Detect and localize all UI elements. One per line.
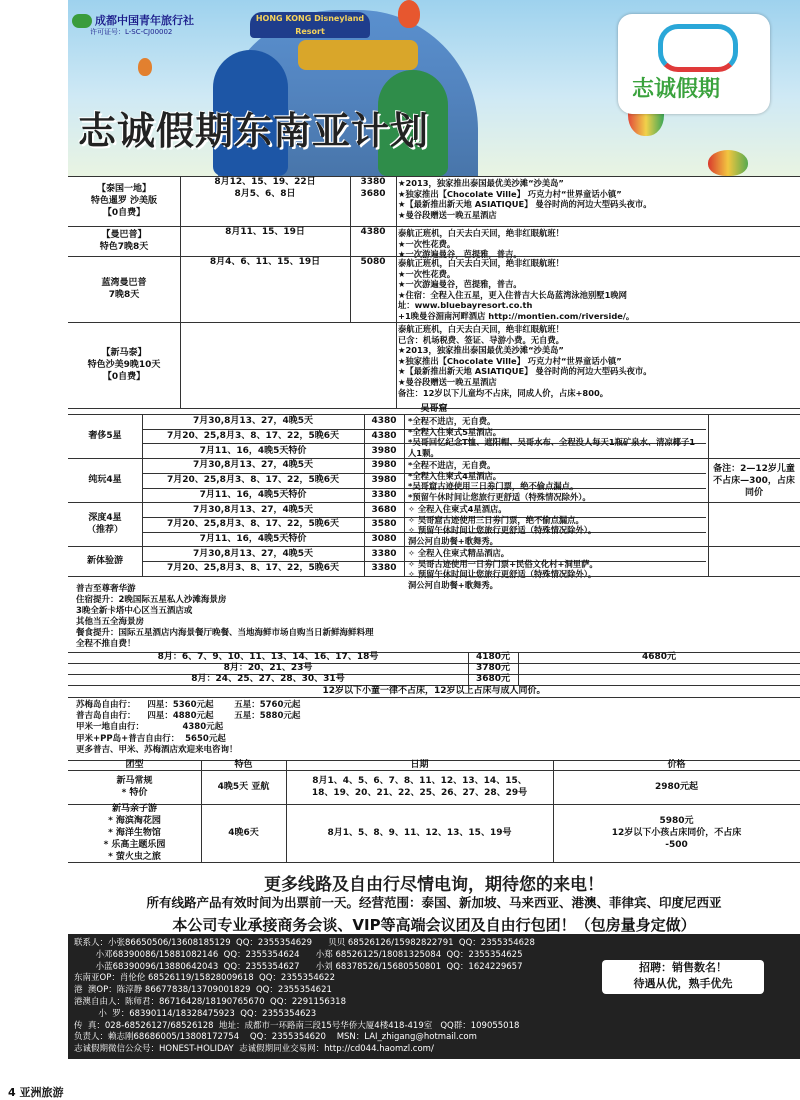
price: 3980: [371, 475, 397, 486]
hot-air-balloon-icon: [708, 150, 748, 176]
disneyland-sign: HONG KONG Disneyland Resort: [250, 12, 370, 38]
price: 3680: [371, 504, 397, 515]
travel-dates: 7月11、16，4晚5天特价: [199, 445, 307, 456]
price: 3380: [360, 177, 386, 187]
free-travel-note: 甲米+PP岛+普吉自由行： 5650元起: [76, 733, 226, 744]
contact-line: 负责人：赖志刚68686005/13808172754 QQ：2355354620 MSN：LAI_zhigang@hotmail.com: [74, 1032, 477, 1043]
divider: [553, 760, 554, 862]
hot-air-balloon-icon: [138, 58, 152, 76]
group-price: 2980元起: [654, 782, 699, 793]
price: 3380: [371, 548, 397, 559]
feature-note: *全程入住柬式5星酒店。: [408, 426, 502, 437]
feature-note: *全程不进店，无自费。: [408, 416, 496, 426]
divider: [468, 652, 469, 685]
table-header: 特色: [234, 760, 253, 771]
logo-text: 志诚假期: [632, 77, 721, 102]
divider: [142, 414, 143, 576]
price: 3980: [371, 445, 397, 456]
contact-line: 东南亚OP：肖伦伦 68526119/15828009618 QQ：2355354622: [74, 973, 335, 984]
group-dates: 8月1、5、8、9、11、12、13、15、19号: [327, 828, 512, 839]
price: 3380: [371, 489, 397, 500]
divider: [350, 176, 351, 322]
business-scope: 所有线路产品有效时间为出票前一天。经营范围：泰国、新加坡、马来西亚、港澳、菲律宾、印度尼西亚: [146, 895, 722, 911]
divider: [68, 322, 800, 323]
page-title: 志诚假期东南亚计划: [78, 109, 430, 153]
feature-note: *全程入住柬式4星酒店。: [408, 470, 502, 481]
group-type: 新马亲子游 * 海滨淘花园 * 海洋生物馆 * 乐高主题乐园 * 萤火虫之旅: [103, 804, 166, 863]
contact-panel: [68, 934, 800, 1059]
feature-note: 泰航正班机，白天去白天回，绝非红眼航班！: [398, 324, 564, 334]
feature-note: 泰航正班机，白天去白天回，绝非红眼航班！: [398, 258, 564, 268]
package-name: 蓝湾曼巴普 7晚8天: [101, 278, 147, 300]
travel-dates: 7月30,8月13、27，4晚5天: [192, 416, 314, 427]
feature-note: ✧ 预留午休时间让您旅行更舒适（特殊情况除外）。: [408, 569, 597, 580]
contact-line: 联系人：小张86650506/13608185129 QQ：2355354629 贝贝 68526126/15982822791 QQ：2355354628: [74, 938, 535, 948]
contact-line: 港澳自由人：陈师君：86716428/18190765670 QQ：2291156318: [74, 997, 346, 1007]
divider: [180, 176, 181, 408]
feature-note: ★【最新推出新天地 ASIATIQUE】 曼谷时尚的河边大型码头夜市。: [398, 199, 652, 210]
divider: [364, 414, 365, 576]
travel-dates: 8月11、15、19日: [225, 227, 305, 237]
feature-note: +1晚曼谷湄南河畔酒店 http://montien.com/riverside/。: [398, 311, 635, 321]
license-number: 许可证号：L-SC-CJ00002: [90, 28, 173, 36]
feature-note: 泰航正班机，白天去白天回，绝非红眼航班！: [398, 228, 564, 238]
table-header: 日期: [410, 760, 429, 771]
contact-line: 港 澳OP：陈淳静 86677838/13709001829 QQ：2355354621: [74, 985, 332, 996]
feature-note: 已含：机场税费、签证、导游小费。无自费。: [398, 334, 564, 345]
feature-note: ★一次性花费。: [398, 268, 456, 279]
feature-note: ✧ 预留午休时间让您旅行更舒适（特殊情况除外）。: [408, 525, 597, 536]
travel-dates: 7月30,8月13、27，4晚5天: [192, 504, 314, 515]
feature-note: *吴哥回忆纪念T恤、遮阳帽、吴哥水布、全程没人每天1瓶矿泉水、清凉椰子1人1颗。: [408, 437, 696, 458]
travel-dates: 7月11、16，4晚5天特价: [199, 489, 307, 500]
price: 3680: [360, 189, 386, 199]
contact-line: 传 真：028-68526127/68526128 地址：成都市一环路南三段15号华侨大厦4楼418-419室 QQ群：109055018: [74, 1020, 520, 1031]
feature-note: ★【最新推出新天地 ASIATIQUE】 曼谷时尚的河边大型码头夜市。: [398, 366, 652, 377]
price: 4380: [371, 416, 397, 427]
group-feature: 4晚5天 亚航: [217, 782, 270, 793]
price: 4380: [360, 227, 386, 237]
itinerary-sheet: [68, 176, 800, 1059]
promo-headline: 更多线路及自由行尽情电询，期待您的来电！: [264, 875, 604, 896]
divider: [68, 697, 800, 698]
free-travel-note: 更多普吉、甲米、苏梅酒店欢迎来电咨询！: [76, 744, 238, 755]
travel-dates: 8月4、6、11、15、19日: [209, 257, 321, 267]
luxury-note: 全程不推自费！: [76, 638, 136, 649]
feature-note: ✧ 吴哥窟古迹使用三日劵门票，绝不偷点漏点。: [408, 514, 584, 525]
recruit-subtitle: 待遇从优，熟手优先: [633, 977, 733, 990]
feature-note: 址：www.bluebayresort.co.th: [398, 300, 533, 311]
contact-line: 小邓68390086/15881082146 QQ：2355354624 小郑 68526125/18081325084 QQ：2355354625: [74, 949, 523, 960]
tour-grade: 纯玩4星: [88, 475, 122, 486]
divider: [708, 414, 709, 576]
divider: [68, 862, 800, 863]
feature-note: ★住宿：全程入住五星，更入住普吉大长岛蓝湾泳池别墅1晚网: [398, 289, 627, 300]
recruit-badge: [602, 960, 764, 994]
feature-note: ★独家推出【Chocolate Ville】 巧克力村“世界童话小镇”: [398, 188, 622, 199]
luxury-note: 餐食提升：国际五星酒店内海景餐厅晚餐、当地海鲜市场自购当日新鲜海鲜料理: [76, 627, 374, 638]
divider: [68, 226, 800, 227]
luxury-note: 普吉至尊奢华游: [76, 583, 136, 594]
agency-logo-icon: [72, 14, 92, 28]
feature-note: *预留午休时间让您旅行更舒适（特殊情况除外）。: [408, 491, 591, 502]
travel-dates: 7月20、25,8月3、8、17、22，5晚6天: [166, 475, 340, 486]
divider: [68, 576, 800, 577]
price: 3680元: [475, 674, 511, 685]
group-dates: 8月1、4、5、6、7、8、11、12、13、14、15、 18、19、20、21、22、25、26、27、28、29号: [311, 776, 528, 799]
feature-note: ✧ 全程入住柬式4星酒店。: [408, 504, 507, 515]
group-type: 新马常规 * 特价: [116, 776, 153, 799]
contact-line: 志诚假期微信公众号：HONEST-HOLIDAY 志诚假期同业交易网：http://cd044.haomzl.com/: [74, 1044, 434, 1055]
free-travel-note: 苏梅岛自由行： 四星：5360元起 五星：5760元起: [76, 699, 301, 710]
luxury-note: 住宿提升：2晚国际五星私人沙滩海景房: [76, 594, 227, 605]
price: 3380: [371, 563, 397, 574]
group-price: 5980元 12岁以下小孩占床同价，不占床 -500: [611, 816, 742, 851]
feature-note: ★独家推出【Chocolate Ville】 巧克力村“世界童话小镇”: [398, 355, 622, 366]
travel-dates: 7月30,8月13、27，4晚5天: [192, 460, 314, 471]
feature-note: ★曼谷段赠送一晚五星酒店: [398, 377, 497, 387]
tour-grade: 深度4星 （推荐）: [86, 513, 123, 536]
price: 3580: [371, 519, 397, 530]
price: 3080: [371, 533, 397, 544]
tour-grade: 新体验游: [86, 555, 123, 566]
section-title: 吴哥窟: [420, 404, 448, 414]
luxury-note: 其他当五全海景房: [76, 616, 145, 627]
feature-note: ★2013，独家推出泰国最优美沙滩“沙美岛”: [398, 345, 564, 356]
divider: [68, 256, 800, 257]
feature-note: ★曼谷段赠送一晚五星酒店: [398, 209, 497, 220]
price: 4680元: [641, 652, 677, 663]
agency-name: 成都中国青年旅行社: [72, 12, 194, 28]
brand-logo: [618, 14, 770, 114]
travel-dates: 8月12、15、19、22日: [214, 177, 316, 187]
price: 3980: [371, 460, 397, 471]
travel-dates: 7月11、16，4晚5天特价: [199, 533, 307, 544]
feature-note: *吴哥窟古迹使用三日劵门票，绝不偷点漏点。: [408, 481, 579, 492]
price: 4380: [371, 431, 397, 442]
contact-line: 小蓝68390096/13880642043 QQ：2355354627 小刘 68378526/15680550801 QQ：1624229657: [74, 961, 523, 972]
package-name: 【新马泰】 特色沙美9晚10天 【0自费】: [87, 348, 161, 382]
feature-note: ✧ 全程入住柬式精品酒店。: [408, 548, 510, 559]
cloud-logo-icon: [658, 24, 738, 72]
travel-dates: 8月：20、21、23号: [223, 663, 313, 674]
free-travel-note: 甲米一地自由行： 4380元起: [76, 722, 224, 733]
travel-dates: 7月20、25,8月3、8、17、22，5晚6天: [166, 431, 340, 442]
travel-dates: 7月20、25,8月3、8、17、22，5晚6天: [166, 519, 340, 530]
divider: [201, 760, 202, 862]
business-service: 本公司专业承接商务会谈、VIP等高端会议团及自由行包团！（包房量身定做）: [172, 916, 696, 935]
price: 4180元: [475, 652, 511, 663]
package-name: 【曼巴普】 特色7晚8天: [99, 230, 149, 252]
group-feature: 4晚6天: [228, 828, 259, 839]
feature-note: 洞公河自助餐+歌舞秀。: [408, 535, 498, 546]
recruit-title: 招聘：销售数名！: [639, 961, 727, 974]
table-header: 团型: [125, 760, 144, 771]
divider: [286, 760, 287, 862]
feature-note: ★一次游遍曼谷，芭提雅，普吉。: [398, 249, 522, 260]
travel-dates: 7月30,8月13、27，4晚5天: [192, 548, 314, 559]
hot-air-balloon-icon: [398, 0, 420, 28]
tour-grade: 奢侈5星: [88, 431, 122, 442]
castle-sign-bar: [298, 40, 418, 70]
feature-note: 洞公河自助餐+歌舞秀。: [408, 579, 498, 590]
free-travel-note: 普吉岛自由行： 四星：4880元起 五星：5880元起: [76, 711, 301, 721]
table-header: 价格: [667, 760, 686, 771]
price: 3780元: [475, 663, 511, 674]
divider: [518, 652, 519, 685]
travel-dates: 8月：6、7、9、10、11、13、14、16、17、18号: [157, 652, 379, 663]
travel-dates: 7月20、25,8月3、8、17、22，5晚6天: [166, 563, 340, 574]
contact-line: 小 罗：68390114/18328475923 QQ：2355354623: [74, 1008, 317, 1019]
divider: [396, 176, 397, 408]
luxury-note: 3晚全新卡塔中心区当五酒店或: [76, 605, 193, 616]
travel-dates: 8月：24、25、27、28、30、31号: [191, 674, 345, 685]
child-policy-note: 备注：2—12岁儿童不占床—300，占床同价: [713, 464, 795, 498]
package-name: 【泰国一地】 特色暹罗 沙美版 【0自费】: [90, 184, 158, 218]
price: 5080: [360, 257, 386, 267]
child-policy-note: 12岁以下小童一律不占床，12岁以上占床与成人同价。: [322, 685, 546, 696]
feature-note: 备注：12岁以下儿童均不占床，同成人价，占床+800。: [398, 387, 609, 398]
feature-note: ★2013，独家推出泰国最优美沙滩“沙美岛”: [398, 178, 564, 188]
page-footer: 4 亚洲旅游: [8, 1086, 64, 1099]
travel-dates: 8月5、6、8日: [234, 189, 296, 199]
feature-note: ✧ 吴哥古迹使用一日劵门票+民俗文化村+洞里萨。: [408, 558, 598, 569]
divider: [404, 414, 405, 576]
feature-note: *全程不进店，无自费。: [408, 460, 496, 471]
feature-note: ★一次性花费。: [398, 238, 456, 249]
feature-note: ★一次游遍曼谷，芭提雅，普吉。: [398, 279, 522, 290]
